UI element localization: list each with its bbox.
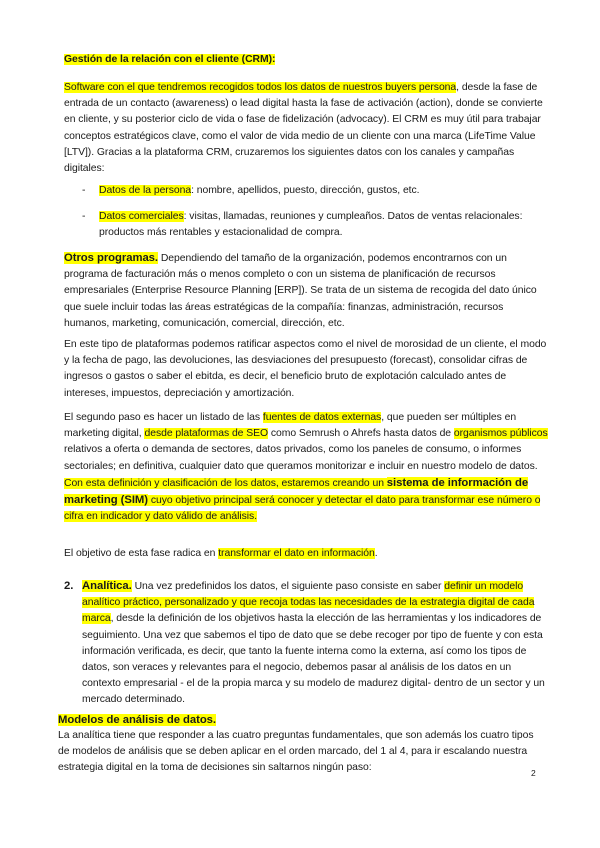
highlight-run: Con esta definición y clasificación de los datos, estaremos creando un <box>64 477 387 489</box>
text-run: , desde la definición de los objetivos hasta la elección de las herramientas y los indicadores de seguimiento. Una vez que sabemos el tipo de dato que se debe recoger por tipo de fuente y con esta información verificada, es decir, que tanto la fuente interna como la externa, así como los tipos de datos, son veraces y relevantes para el negocio, debemos pasar al análisis de los datos en un contexto empresarial - el de la propia marca y su modelo de madurez digital- dentro de un sector y un mercado determinado. <box>82 613 545 706</box>
highlight-run: fuentes de datos externas <box>262 412 382 423</box>
modelos-paragraph: La analítica tiene que responder a las cuatro preguntas fundamentales, que son además los cuatro tipos de modelos de análisis que se deben aplicar en el orden marcado, del 1 al 4, para ir escalando nuestra estrategia digital en la toma de decisiones sin saltarnos ningún paso: <box>58 730 534 774</box>
otros-programas-paragraph <box>64 250 548 332</box>
otros-text: Dependiendo del tamaño de la organización, podemos encontrarnos con un programa de facturación más o menos completo o con un sistema de planificación de recursos empresariales (Enterprise Resource Planning [ERP]). Se trata de un sistema de recogida del dato único que suele incluir todas las áreas estratégicas de la compañía: finanzas, administración, recursos humanos, marketing, comunicación, comercial, dirección, etc. <box>64 253 537 329</box>
bullet-marker: - <box>82 185 86 196</box>
plataformas-paragraph: En este tipo de plataformas podemos ratificar aspectos como el nivel de morosidad de un cliente, el modo y la fecha de pago, las devoluciones, las desviaciones del presupuesto (forecast), consolidar cifras de ingresos o gastos o saber el ebitda, es decir, el beneficio bruto de explotación calculado antes de intereses, impuestos, depreciación y amortización. <box>64 339 547 399</box>
highlight-run: definir un modelo analítico práctico, personalizado y que recoja todas las necesidades de la estrategia digital de cada marca <box>82 581 535 625</box>
modelos-title: Modelos de análisis de datos. <box>58 714 217 726</box>
bullet-item-persona <box>99 183 557 199</box>
text-run: relativos a oferta o demanda de sectores, datos privados, como los paneles de consumo, o informes sectoriales; en definitiva, cualquier dato que queramos monitorizar e incluir en nuestro modelo de datos. <box>64 444 538 472</box>
crm-paragraph <box>64 80 548 177</box>
modelos-heading <box>58 712 542 729</box>
sim-highlight: sistema de información de marketing (SIM) <box>64 476 529 507</box>
highlight-run: organismos públicos <box>453 428 548 440</box>
bullet-marker: - <box>82 211 86 222</box>
text-run: . <box>374 548 378 559</box>
crm-text: , desde la fase de entrada de un contacto (awareness) o lead digital hasta la fase de activación (action), donde se convierte en cliente, y su posterior ciclo de vida o fase de fidelización (advocacy). El CRM es muy útil para trabajar conceptos estratégicos clave, como el valor de vida medio de un cliente con una marca (LifeTime Value [LTV]). Gracias a la plataforma CRM, cruzaremos los siguientes datos con los canales y campañas digitales: <box>64 82 543 175</box>
segundo-paso-paragraph <box>64 410 548 525</box>
crm-heading <box>64 52 548 68</box>
analitica-paragraph <box>82 578 548 709</box>
list-number: 2. <box>64 580 74 592</box>
highlight-run: transformar el dato en información <box>218 548 375 559</box>
bullet-item-comerciales <box>99 209 557 241</box>
text-run: , que pueden ser múltiples en marketing digital, <box>64 412 517 440</box>
text-run: como Semrush o Ahrefs hasta datos de <box>268 428 454 440</box>
text-run: El segundo paso es hacer un listado de las <box>64 412 263 423</box>
objetivo-paragraph <box>64 546 548 562</box>
highlight-run: cuyo objetivo principal será conocer y detectar el dato para transformar ese número o cifra en indicador y dato válido de análisis. <box>64 495 541 523</box>
bullet-text: : nombre, apellidos, puesto, dirección, gustos, etc. <box>191 185 420 196</box>
page-number: 2 <box>531 768 536 778</box>
analitica-title: Analítica. <box>82 580 132 592</box>
highlight-run: desde plataformas de SEO <box>144 428 269 440</box>
text-run: Una vez predefinidos los datos, el siguiente paso consiste en saber <box>131 581 445 592</box>
bullet-highlight: Datos comerciales <box>99 211 184 222</box>
bullet-text: : visitas, llamadas, reuniones y cumpleaños. Datos de ventas relacionales: productos más rentables y estacionalidad de compra. <box>99 211 523 239</box>
text-run: El objetivo de esta fase radica en <box>64 548 219 559</box>
otros-title: Otros programas. <box>64 252 158 264</box>
crm-title: Gestión de la relación con el cliente (CRM): <box>64 54 276 65</box>
crm-highlight: Software con el que tendremos recogidos todos los datos de nuestros buyers persona <box>64 82 457 93</box>
bullet-highlight: Datos de la persona <box>99 185 192 196</box>
